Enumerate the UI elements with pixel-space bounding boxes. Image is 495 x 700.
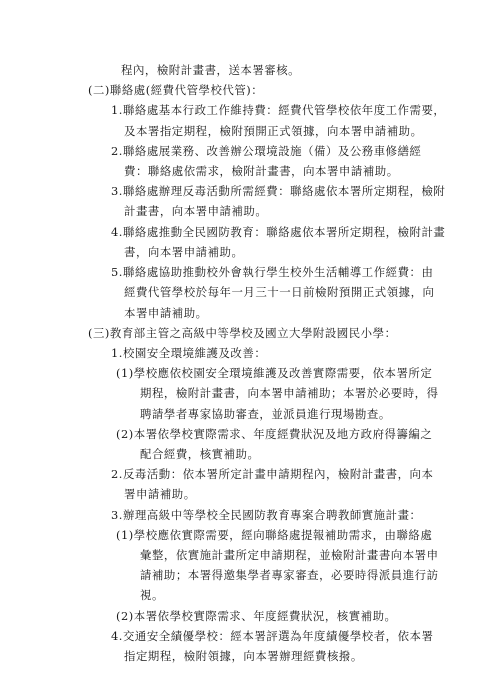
list-item: 2.聯絡處展業務、改善辦公環境設施（備）及公務車修繕經 [111, 143, 422, 158]
list-item: 4.交通安全績優學校：經本署評選為年度績優學校者，依本署 [111, 628, 434, 643]
text-line: 請補助；本署得邀集學者專家審查，必要時得派員進行訪 [140, 568, 439, 583]
list-item: 2.反毒活動：依本署所定計畫申請期程內，檢附計畫書，向本 [111, 467, 434, 482]
list-item: 5.聯絡處協助推動校外會執行學生校外生活輔導工作經費：由 [111, 265, 434, 280]
list-item: 3.辦理高級中等學校全民國防教育專案合聘教師實施計畫： [111, 507, 422, 522]
text-line: 配合經費，核實補助。 [140, 446, 260, 461]
list-item: 3.聯絡處辦理反毒活動所需經費：聯絡處依本署所定期程，檢附 [111, 184, 446, 199]
text-line: 經費代管學校於每年一月三十一日前檢附預開正式領據，向 [124, 285, 435, 300]
text-line: 署申請補助。 [124, 487, 196, 502]
text-line: 書，向本署申請補助。 [124, 244, 244, 259]
list-item: 1.校園安全環境維護及改善： [111, 345, 267, 360]
list-item: 4.聯絡處推動全民國防教育：聯絡處依本署所定期程，檢附計畫 [111, 224, 446, 239]
text-line: 計畫書，向本署申請補助。 [124, 204, 268, 219]
sub-list-item: (1)學校應依實際需要，經向聯絡處提報補助需求，由聯絡處 [116, 527, 433, 542]
text-line: 及本署指定期程，檢附預開正式領據，向本署申請補助。 [124, 123, 423, 138]
list-item: 1.聯絡處基本行政工作維持費：經費代管學校依年度工作需要， [111, 103, 446, 118]
sub-list-item: (2)本署依學校實際需求、年度經費狀況及地方政府得籌編之 [116, 426, 433, 441]
text-line: 彙整，依實施計畫所定申請期程，並檢附計畫書向本署申 [140, 548, 439, 562]
text-line: 程內，檢附計畫書，送本署審核。 [121, 63, 301, 77]
text-line: 費：聯絡處依需求，檢附計畫書，向本署申請補助。 [124, 164, 399, 178]
section-heading: (三)教育部主管之高級中等學校及國立大學附設國民小學： [88, 325, 397, 340]
text-line: 視。 [140, 588, 164, 603]
sub-list-item: (1)學校應依校園安全環境維護及改善實際需要，依本署所定 [116, 366, 433, 381]
text-line: 本署申請補助。 [124, 305, 208, 320]
sub-list-item: (2)本署依學校實際需求、年度經費狀況，核實補助。 [116, 608, 397, 623]
text-line: 聘請學者專家協助審查，並派員進行現場勘查。 [140, 406, 391, 421]
text-line: 指定期程，檢附領據，向本署辦理經費核撥。 [124, 649, 363, 663]
section-heading: (二)聯絡處(經費代管學校代管)： [88, 83, 264, 98]
text-line: 期程，檢附計畫書，向本署申請補助；本署於必要時，得 [140, 386, 439, 401]
